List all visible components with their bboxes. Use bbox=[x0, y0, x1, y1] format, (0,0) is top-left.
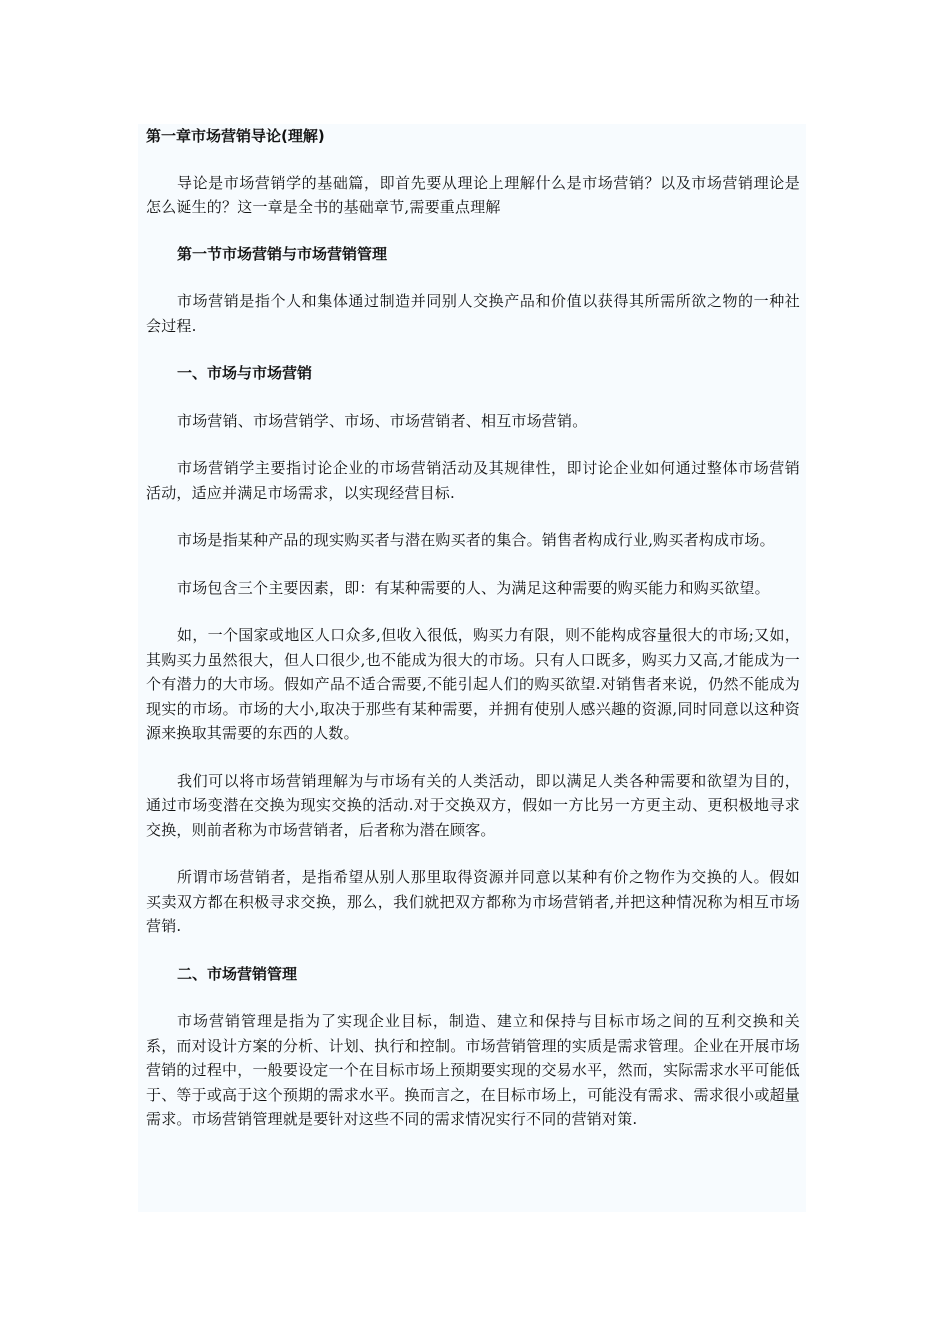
understand-paragraph: 我们可以将市场营销理解为与市场有关的人类活动，即以满足人类各种需要和欲望为目的，通过市场变潜在交换为现实交换的活动.对于交换双方，假如一方比另一方更主动、更积极地寻求交换，则前者称为市场营销者，后者称为潜在顾客。 bbox=[146, 771, 800, 839]
subsection-heading-management: 二、市场营销管理 bbox=[177, 964, 298, 983]
section-heading: 第一节市场营销与市场营销管理 bbox=[177, 244, 388, 263]
document-body bbox=[138, 124, 806, 1212]
study-paragraph: 市场营销学主要指讨论企业的市场营销活动及其规律性，即讨论企业如何通过整体市场营销活动，适应并满足市场需求，以实现经营目标. bbox=[146, 459, 800, 502]
terms-paragraph: 市场营销、市场营销学、市场、市场营销者、相互市场营销。 bbox=[177, 411, 588, 430]
example-paragraph: 如，一个国家或地区人口众多,但收入很低，购买力有限，则不能构成容量很大的市场;又如，其购买力虽然很大，但人口很少,也不能成为很大的市场。只有人口既多，购买力又高,才能成为一个有潜力的大市场。假如产品不适合需要,不能引起人们的购买欲望.对销售者来说，仍然不能成为现实的市场。市场的大小,取决于那些有某种需要，并拥有使别人感兴趣的资源,同时同意以这种资源来换取其需要的东西的人数。 bbox=[146, 626, 800, 742]
chapter-title: 第一章市场营销导论(理解) bbox=[146, 127, 325, 145]
intro-paragraph: 导论是市场营销学的基础篇，即首先要从理论上理解什么是市场营销？以及市场营销理论是怎么诞生的？这一章是全书的基础章节,需要重点理解 bbox=[146, 173, 800, 216]
management-paragraph: 市场营销管理是指为了实现企业目标，制造、建立和保持与目标市场之间的互利交换和关系，而对设计方案的分析、计划、执行和控制。市场营销管理的实质是需求管理。企业在开展市场营销的过程中，一般要设定一个在目标市场上预期要实现的交易水平，然而，实际需求水平可能低于、等于或高于这个预期的需求水平。换而言之，在目标市场上，可能没有需求、需求很小或超量需求。市场营销管理就是要针对这些不同的需求情况实行不同的营销对策. bbox=[146, 1012, 800, 1128]
market-paragraph: 市场是指某种产品的现实购买者与潜在购买者的集合。销售者构成行业,购买者构成市场。 bbox=[177, 531, 775, 549]
subsection-heading-market: 一、市场与市场营销 bbox=[177, 364, 313, 382]
marketer-paragraph: 所谓市场营销者，是指希望从别人那里取得资源并同意以某种有价之物作为交换的人。假如买卖双方都在积极寻求交换，那么，我们就把双方都称为市场营销者,并把这种情况称为相互市场营销. bbox=[146, 868, 800, 935]
definition-paragraph: 市场营销是指个人和集体通过制造并同别人交换产品和价值以获得其所需所欲之物的一种社会过程. bbox=[146, 292, 800, 335]
factors-paragraph: 市场包含三个主要因素，即：有某种需要的人、为满足这种需要的购买能力和购买欲望。 bbox=[177, 578, 770, 597]
